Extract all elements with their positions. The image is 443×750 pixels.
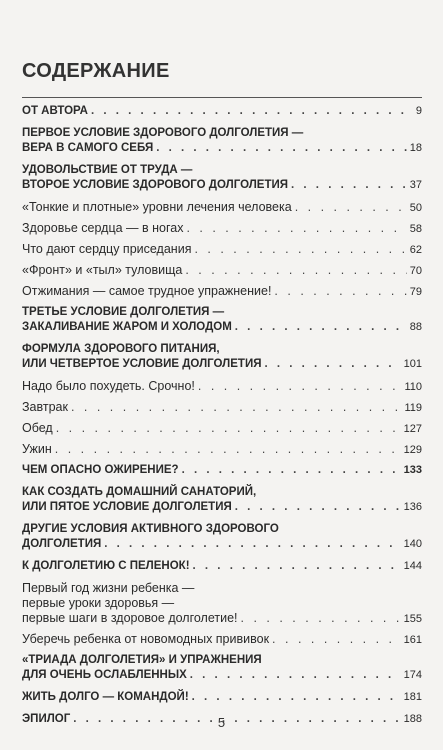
toc-entry-line: Ужин (22, 442, 52, 456)
toc-entry-line: Уберечь ребенка от новомодных прививок (22, 632, 270, 646)
toc-entry (22, 284, 422, 300)
toc-entry-line: ПЕРВОЕ УСЛОВИЕ ЗДОРОВОГО ДОЛГОЛЕТИЯ — (22, 127, 304, 139)
toc-entry-last-line (22, 668, 422, 683)
toc-entry-line: ИЛИ ПЯТОЕ УСЛОВИЕ ДОЛГОЛЕТИЯ (22, 501, 232, 513)
dot-leader (235, 500, 401, 515)
toc-page-number: 62 (409, 244, 422, 256)
toc-page-number: 136 (403, 501, 422, 513)
toc-page-number: 161 (403, 634, 422, 646)
toc-page-number: 101 (403, 358, 422, 370)
toc-page (22, 60, 422, 734)
toc-entry (22, 126, 422, 156)
toc-page-number: 181 (403, 691, 422, 703)
toc-entry-last-line (22, 632, 422, 648)
toc-entry-line: первые шаги в здоровое долголетие! (22, 611, 238, 625)
toc-entry-last-line (22, 400, 422, 416)
toc-entry-line: ИЛИ ЧЕТВЕРТОЕ УСЛОВИЕ ДОЛГОЛЕТИЯ (22, 358, 262, 370)
toc-entry-line: ОТ АВТОРА (22, 105, 88, 117)
dot-leader (198, 379, 402, 394)
toc-page-number: 37 (409, 179, 422, 191)
dot-leader (55, 442, 401, 457)
dot-leader (295, 200, 407, 215)
toc-entry-last-line (22, 200, 422, 216)
toc-entry (22, 690, 422, 705)
title-rule (22, 97, 422, 98)
toc-page-number: 58 (409, 223, 422, 235)
toc-entry (22, 305, 422, 335)
toc-entry-line: ДРУГИЕ УСЛОВИЯ АКТИВНОГО ЗДОРОВОГО (22, 523, 279, 535)
toc-title: СОДЕРЖАНИЕ (22, 60, 170, 82)
dot-leader (185, 263, 406, 278)
toc-page-number: 18 (409, 142, 422, 154)
toc-entry-last-line (22, 379, 422, 395)
toc-entry-last-line (22, 442, 422, 458)
toc-entry-last-line (22, 500, 422, 515)
toc-list (22, 104, 422, 727)
toc-entry (22, 421, 422, 437)
dot-leader (71, 400, 401, 415)
toc-entry-line: ВТОРОЕ УСЛОВИЕ ЗДОРОВОГО ДОЛГОЛЕТИЯ (22, 179, 289, 191)
toc-entry-last-line (22, 178, 422, 193)
toc-page-number: 70 (409, 265, 422, 277)
toc-entry (22, 522, 422, 552)
toc-entry-last-line (22, 104, 422, 119)
toc-page-number: 50 (409, 202, 422, 214)
toc-entry (22, 653, 422, 683)
toc-entry (22, 221, 422, 237)
toc-page-number: 110 (404, 381, 422, 393)
toc-entry-line: Здоровье сердца — в ногах (22, 221, 184, 235)
toc-entry (22, 263, 422, 279)
toc-entry-line: ДОЛГОЛЕТИЯ (22, 538, 102, 550)
toc-page-number: 155 (403, 613, 422, 625)
toc-page-number: 88 (409, 321, 422, 333)
toc-entry-line: ЖИТЬ ДОЛГО — КОМАНДОЙ! (22, 691, 189, 703)
toc-entry-last-line (22, 690, 422, 705)
toc-page-number: 119 (404, 402, 422, 414)
dot-leader (194, 242, 406, 257)
dot-leader (291, 178, 407, 193)
toc-entry-line: ЭПИЛОГ (22, 713, 71, 725)
toc-page-number: 140 (403, 538, 422, 550)
toc-entry (22, 463, 422, 478)
toc-entry-last-line (22, 559, 422, 574)
toc-entry-line: К ДОЛГОЛЕТИЮ С ПЕЛЕНОК! (22, 560, 190, 572)
toc-entry-last-line (22, 141, 422, 156)
dot-leader (272, 632, 401, 647)
toc-entry-last-line (22, 421, 422, 437)
toc-entry (22, 163, 422, 193)
dot-leader (192, 690, 401, 705)
toc-entry-last-line (22, 284, 422, 300)
toc-entry-last-line (22, 263, 422, 279)
dot-leader (190, 668, 401, 683)
toc-page-number: 144 (403, 560, 422, 572)
toc-entry-line: УДОВОЛЬСТВИЕ ОТ ТРУДА — (22, 164, 193, 176)
dot-leader (104, 537, 400, 552)
toc-entry-line: ДЛЯ ОЧЕНЬ ОСЛАБЛЕННЫХ (22, 669, 187, 681)
toc-entry (22, 400, 422, 416)
toc-entry-last-line (22, 320, 422, 335)
toc-entry-line: ТРЕТЬЕ УСЛОВИЕ ДОЛГОЛЕТИЯ — (22, 306, 225, 318)
toc-entry-last-line (22, 463, 422, 478)
dot-leader (186, 221, 406, 236)
toc-entry-line: «Тонкие и плотные» уровни лечения человека (22, 200, 292, 214)
toc-entry-last-line (22, 242, 422, 258)
toc-entry-line: первые уроки здоровья — (22, 596, 175, 610)
toc-page-number: 188 (403, 713, 422, 725)
toc-page-number: 127 (403, 423, 422, 435)
toc-entry (22, 485, 422, 515)
toc-entry-line: Первый год жизни ребенка — (22, 581, 195, 595)
toc-entry (22, 342, 422, 372)
toc-entry-line: ФОРМУЛА ЗДОРОВОГО ПИТАНИЯ, (22, 343, 220, 355)
dot-leader (182, 463, 401, 478)
dot-leader (235, 320, 407, 335)
toc-page-number: 174 (403, 669, 422, 681)
dot-leader (193, 559, 401, 574)
toc-page-number: 129 (403, 444, 422, 456)
toc-entry (22, 581, 422, 627)
toc-page-number: 9 (415, 105, 422, 117)
toc-entry-line: Обед (22, 421, 53, 435)
page-number: 5 (217, 715, 226, 730)
toc-page-number: 79 (409, 286, 422, 298)
dot-leader (56, 421, 401, 436)
toc-entry-last-line (22, 221, 422, 237)
toc-entry (22, 442, 422, 458)
toc-entry-last-line (22, 357, 422, 372)
toc-entry (22, 559, 422, 574)
toc-entry (22, 200, 422, 216)
toc-entry (22, 242, 422, 258)
toc-entry-last-line (22, 611, 422, 627)
toc-entry-last-line (22, 537, 422, 552)
toc-entry (22, 104, 422, 119)
toc-entry-line: КАК СОЗДАТЬ ДОМАШНИЙ САНАТОРИЙ, (22, 486, 257, 498)
toc-entry (22, 632, 422, 648)
toc-entry-line: Надо было похудеть. Срочно! (22, 379, 195, 393)
toc-entry-line: Что дают сердцу приседания (22, 242, 192, 256)
dot-leader (264, 357, 400, 372)
toc-entry-line: ВЕРА В САМОГО СЕБЯ (22, 142, 154, 154)
dot-leader (156, 141, 407, 156)
toc-entry-line: Завтрак (22, 400, 68, 414)
dot-leader (274, 284, 406, 299)
toc-entry-line: ЧЕМ ОПАСНО ОЖИРЕНИЕ? (22, 464, 179, 476)
toc-page-number: 133 (403, 464, 422, 476)
toc-entry-line: Отжимания — самое трудное упражнение! (22, 284, 272, 298)
toc-entry-line: ЗАКАЛИВАНИЕ ЖАРОМ И ХОЛОДОМ (22, 321, 232, 333)
toc-entry (22, 379, 422, 395)
toc-entry-line: «ТРИАДА ДОЛГОЛЕТИЯ» И УПРАЖНЕНИЯ (22, 654, 262, 666)
dot-leader (91, 104, 413, 119)
toc-entry-line: «Фронт» и «тыл» туловища (22, 263, 183, 277)
dot-leader (241, 611, 401, 626)
